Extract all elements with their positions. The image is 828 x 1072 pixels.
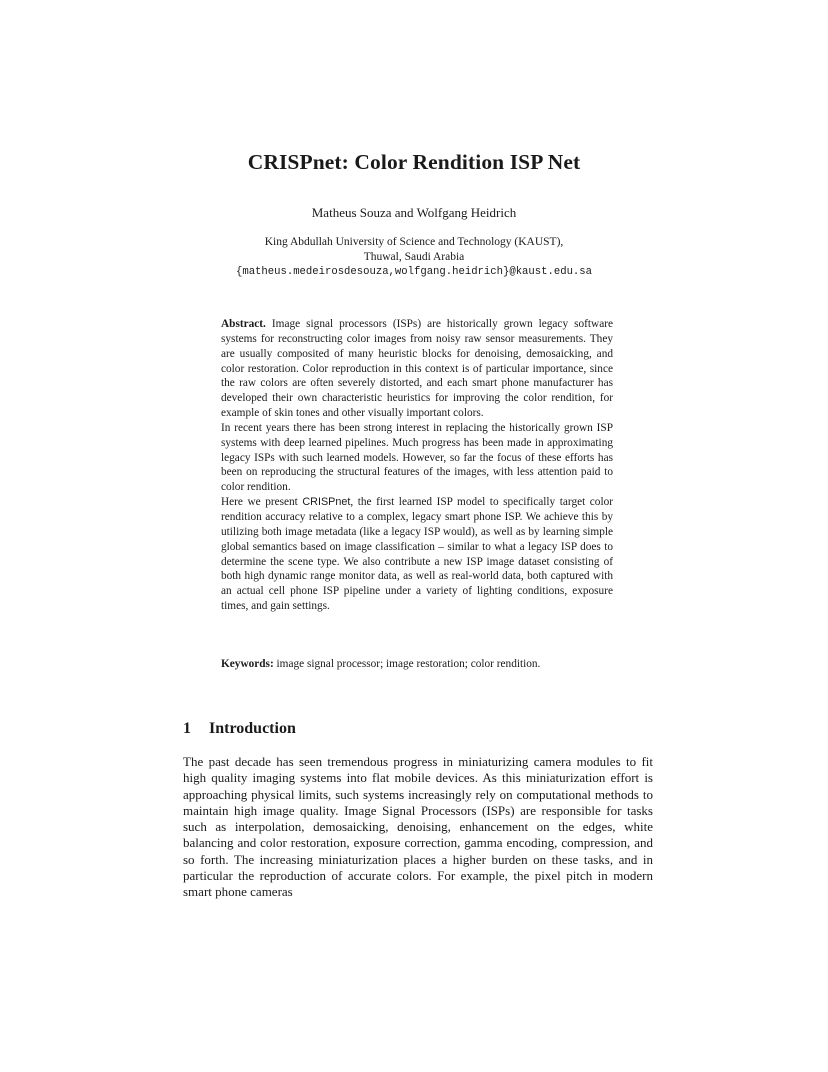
abstract-label: Abstract. xyxy=(221,318,266,330)
affiliation-line-2: Thuwal, Saudi Arabia xyxy=(363,251,465,263)
affiliation-block xyxy=(0,235,828,280)
abstract-paragraph-1 xyxy=(221,317,613,421)
abstract-text-3-post: , the first learned ISP model to specifically target color rendition accuracy relative to a complex, legacy smart phone ISP. We achieve this by utilizing both image metadata (like a legacy ISP would), as well as by learning simple global semantics based on image classification – similar to what a legacy ISP does to determine the scene type. We also contribute a new ISP image dataset consisting of both high dynamic range monitor data, as well as real-world data, both captured with an actual cell phone ISP pipeline under a variety of lighting conditions, exposure times, and gain settings. xyxy=(221,496,613,613)
section-title: Introduction xyxy=(209,720,296,737)
affiliation-line-1: King Abdullah University of Science and Technology (KAUST), xyxy=(264,236,564,248)
abstract-text-3-pre: Here we present xyxy=(221,496,303,509)
abstract xyxy=(221,317,613,614)
paper-title: CRISPnet: Color Rendition ISP Net xyxy=(247,150,581,174)
author-list: Matheus Souza and Wolfgang Heidrich xyxy=(311,205,517,220)
abstract-text-1: Image signal processors (ISPs) are historically grown legacy software systems for reconstructing color images from noisy raw sensor measurements. They are usually composited of many heuristic blocks for denoising, demosaicking, and color restoration. Color reproduction in this context is of particular importance, since the raw colors are often severely distorted, and each smart phone manufacturer has developed their own characteristic heuristics for improving the color rendition, for example of skin tones and other visually important colors. xyxy=(221,318,613,420)
keywords xyxy=(221,657,613,672)
intro-paragraph: The past decade has seen tremendous progress in miniaturizing camera modules to fit high quality imaging systems into flat mobile devices. As this miniaturization effort is approaching physical limits, such systems increasingly rely on computational methods to maintain high image quality. Image Signal Processors (ISPs) are responsible for tasks such as interpolation, demosaicking, denoising, enhancement on the edges, white balancing and color restoration, exposure correction, gamma encoding, compression, and so forth. The increasing miniaturization places a higher burden on these tasks, and in particular the reproduction of accurate colors. For example, the pixel pitch in modern smart phone cameras xyxy=(183,754,653,900)
abstract-paragraph-3 xyxy=(221,495,613,614)
method-name: CRISPnet xyxy=(302,496,351,509)
abstract-paragraph-2: In recent years there has been strong interest in replacing the historically grown ISP systems with deep learned pipelines. Much progress has been made in approximating legacy ISPs with such learned models. However, so far the focus of these efforts has been on reproducing the structural features of the images, with less attention paid to color rendition. xyxy=(221,421,613,494)
author-emails: {matheus.medeirosdesouza,wolfgang.heidrich}@kaust.edu.sa xyxy=(235,266,592,278)
section-heading xyxy=(183,720,296,738)
keywords-text: image signal processor; image restoration; color rendition. xyxy=(276,658,541,670)
section-number: 1 xyxy=(183,720,191,737)
keywords-label: Keywords: xyxy=(221,658,274,670)
